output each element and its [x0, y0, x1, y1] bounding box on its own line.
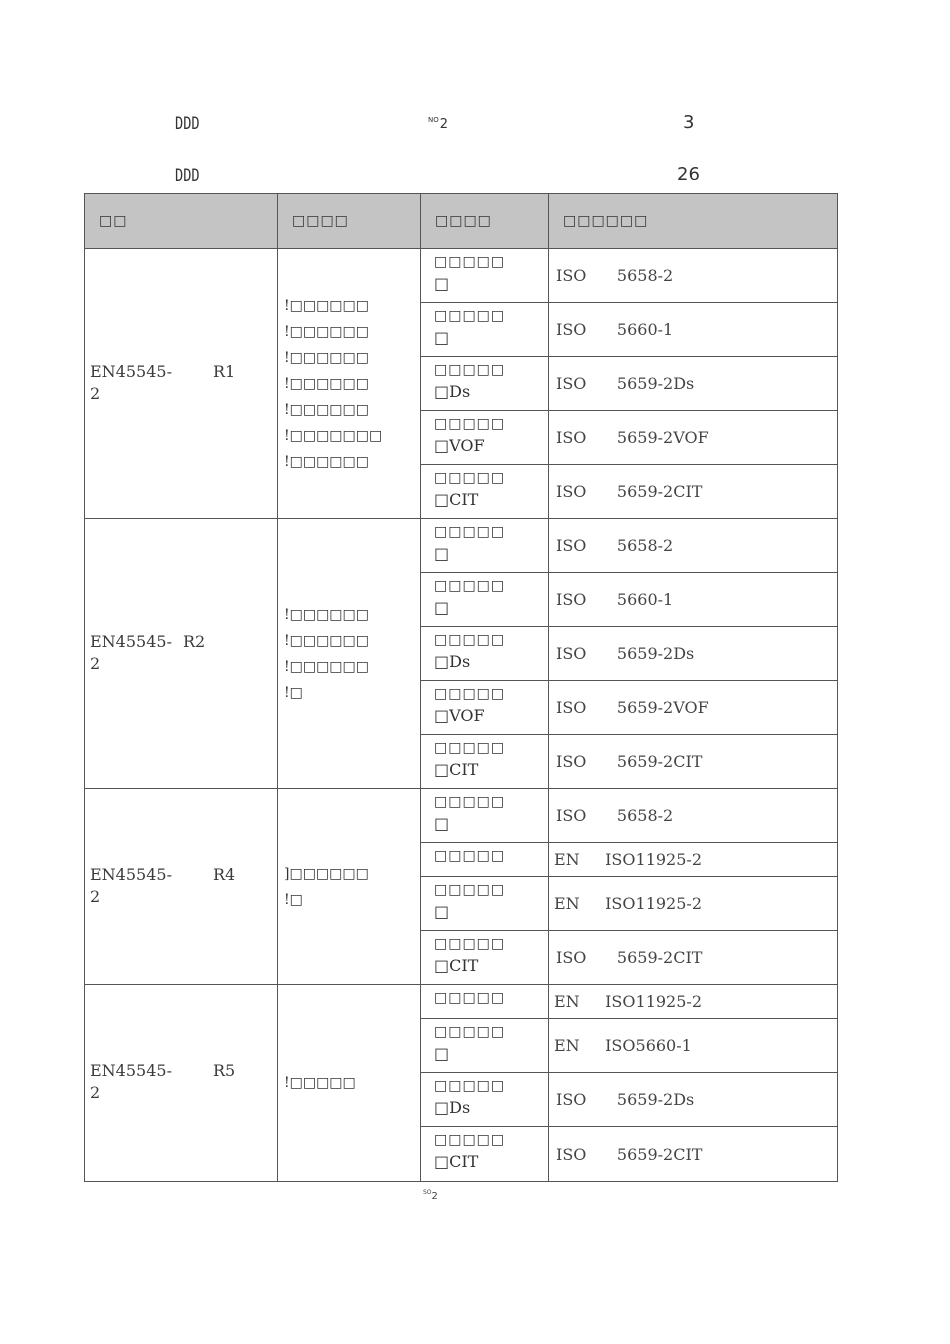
test-name-suffix: □: [434, 328, 450, 347]
requirement-item: !□□□□□: [284, 1075, 356, 1091]
test-name: □□□□□: [434, 578, 506, 594]
requirement-item: !□□□□□□: [284, 323, 369, 340]
test-cell: [421, 931, 549, 985]
test-standard: ISO 5659-2CIT: [549, 931, 838, 985]
test-cell: [421, 303, 549, 357]
product-cell: [85, 519, 278, 789]
header-number-sup: NO: [428, 116, 439, 124]
requirement-item: !□: [284, 684, 303, 701]
test-name: □□□□□: [434, 632, 506, 648]
col-header-product: □□: [85, 194, 278, 249]
col-header-standard: □□□□□□: [549, 194, 838, 249]
test-cell: [421, 249, 549, 303]
test-standard: ISO 5658-2: [549, 249, 838, 303]
test-name-suffix: □CIT: [434, 760, 479, 779]
test-name-suffix: □CIT: [434, 956, 479, 975]
table-row: [85, 249, 838, 303]
test-cell: [421, 465, 549, 519]
test-cell: [421, 627, 549, 681]
test-cell: [421, 1019, 549, 1073]
table-row: [85, 519, 838, 573]
requirement-item: !□□□□□□: [284, 606, 369, 623]
col-header-requirement: □□□□: [278, 194, 421, 249]
test-name: □□□□□: [434, 416, 506, 432]
requirement-item: !□□□□□□: [284, 375, 369, 392]
test-cell: [421, 877, 549, 931]
test-standard: EN ISO5660-1: [549, 1019, 838, 1073]
requirement-cell: [278, 519, 421, 789]
page-footnote: [423, 1189, 438, 1202]
product-label: [90, 632, 277, 676]
test-cell: [421, 519, 549, 573]
test-standard: ISO 5659-2Ds: [549, 627, 838, 681]
product-cell: [85, 249, 278, 519]
test-standard: EN ISO11925-2: [549, 843, 838, 877]
standards-table: [84, 193, 838, 1182]
requirement-item: !□□□□□□□: [284, 427, 383, 444]
test-name: □□□□□: [434, 686, 506, 702]
product-label: [90, 1061, 277, 1105]
product-standard-part: 2: [90, 1083, 101, 1102]
test-name: □□□□□: [434, 308, 506, 324]
test-name: □□□□□: [434, 740, 506, 756]
test-cell: [421, 789, 549, 843]
header-page-number: 3: [683, 112, 695, 133]
requirement-item: !□□□□□□: [284, 658, 369, 675]
requirement-item: !□□□□□□: [284, 401, 369, 418]
test-name-suffix: □CIT: [434, 490, 479, 509]
test-name: □□□□□: [434, 794, 506, 810]
product-label: [90, 865, 277, 909]
test-name-suffix: □Ds: [434, 382, 471, 401]
product-standard-part: 2: [90, 383, 101, 403]
product-standard-part: 2: [90, 886, 101, 906]
test-cell: [421, 681, 549, 735]
product-standard: EN45545-: [90, 631, 172, 651]
test-name: □□□□□: [434, 1078, 506, 1094]
requirement-item: !□□□□□□: [284, 632, 369, 649]
header-code-1: DDD: [175, 114, 200, 134]
test-standard: ISO 5658-2: [549, 519, 838, 573]
table-header-row: [85, 194, 838, 249]
header-code-2: DDD: [175, 166, 200, 186]
test-standard: ISO 5658-2: [549, 789, 838, 843]
test-standard: ISO 5659-2CIT: [549, 465, 838, 519]
test-cell: [421, 573, 549, 627]
requirement-item: ]□□□□□□: [284, 865, 369, 882]
test-name: □□□□□: [434, 524, 506, 540]
test-name-suffix: □: [434, 1044, 450, 1063]
requirement-item: !□□□□□□: [284, 453, 369, 470]
requirement-cell: [278, 789, 421, 985]
product-label: [90, 362, 277, 406]
header-page-count: 26: [677, 164, 700, 180]
test-name-suffix: □VOF: [434, 436, 485, 455]
test-name: □□□□□: [434, 936, 506, 952]
test-standard: ISO 5660-1: [549, 573, 838, 627]
requirement-item: !□□□□□□: [284, 349, 369, 366]
requirement-item: !□: [284, 891, 303, 908]
product-class: R4: [213, 864, 236, 884]
test-cell: [421, 1127, 549, 1182]
test-standard: ISO 5659-2CIT: [549, 1127, 838, 1182]
col-header-test: □□□□: [421, 194, 549, 249]
test-cell: [421, 1073, 549, 1127]
test-name: □□□□□: [434, 362, 506, 378]
table-row: [85, 789, 838, 843]
product-class: R2: [183, 631, 206, 651]
test-name: □□□□□: [434, 848, 506, 864]
test-cell: [421, 843, 549, 877]
test-name: □□□□□: [434, 1024, 506, 1040]
test-standard: ISO 5659-2VOF: [549, 411, 838, 465]
table-row: [85, 985, 838, 1019]
test-name-suffix: □: [434, 274, 450, 293]
product-standard: EN45545-: [90, 1061, 172, 1080]
product-class: R1: [213, 361, 236, 381]
product-standard: EN45545-: [90, 864, 172, 884]
product-standard: EN45545-: [90, 361, 172, 381]
test-name: □□□□□: [434, 1132, 506, 1148]
test-standard: ISO 5659-2VOF: [549, 681, 838, 735]
test-standard: ISO 5660-1: [549, 303, 838, 357]
table-body: [85, 249, 838, 1182]
footnote-sup: SO: [423, 1189, 432, 1196]
test-name-suffix: □: [434, 814, 450, 833]
requirement-item: !□□□□□□: [284, 297, 369, 314]
test-standard: EN ISO11925-2: [549, 985, 838, 1019]
test-cell: [421, 985, 549, 1019]
test-name-suffix: □CIT: [434, 1152, 479, 1171]
test-standard: ISO 5659-2CIT: [549, 735, 838, 789]
test-standard: ISO 5659-2Ds: [549, 1073, 838, 1127]
product-cell: [85, 985, 278, 1182]
product-class: R5: [213, 1061, 236, 1080]
test-name: □□□□□: [434, 254, 506, 270]
test-standard: ISO 5659-2Ds: [549, 357, 838, 411]
product-standard-part: 2: [90, 653, 101, 673]
requirement-cell: [278, 985, 421, 1182]
test-name-suffix: □: [434, 544, 450, 563]
test-name: □□□□□: [434, 470, 506, 486]
test-standard: EN ISO11925-2: [549, 877, 838, 931]
test-name: □□□□□: [434, 882, 506, 898]
test-cell: [421, 735, 549, 789]
test-name-suffix: □VOF: [434, 706, 485, 725]
test-name-suffix: □Ds: [434, 652, 471, 671]
product-cell: [85, 789, 278, 985]
test-name-suffix: □: [434, 902, 450, 921]
test-name-suffix: □Ds: [434, 1098, 471, 1117]
test-cell: [421, 411, 549, 465]
test-cell: [421, 357, 549, 411]
header-number: [428, 116, 448, 132]
requirement-cell: [278, 249, 421, 519]
test-name: □□□□□: [434, 990, 506, 1006]
test-name-suffix: □: [434, 598, 450, 617]
footnote-text: 2: [431, 1191, 438, 1202]
header-number-value: 2: [439, 117, 449, 132]
